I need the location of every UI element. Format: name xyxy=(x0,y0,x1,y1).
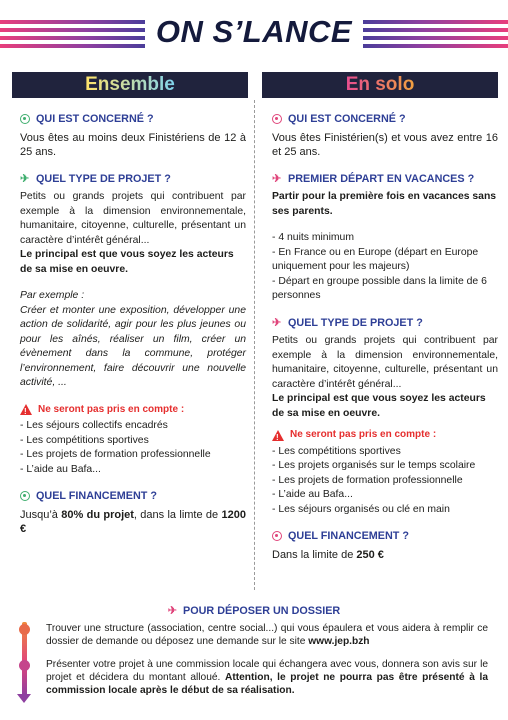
section-title-funding: QUEL FINANCEMENT ? xyxy=(20,489,246,504)
warning-title: ! Ne seront pas pris en compte : xyxy=(20,403,246,418)
warning-icon xyxy=(20,404,32,415)
list-item: - Les compétitions sportives xyxy=(272,445,401,457)
section-title-submit: ✈ POUR DÉPOSER UN DOSSIER xyxy=(167,605,341,617)
list-item: - Les compétitions sportives xyxy=(20,434,149,446)
target-icon xyxy=(20,114,30,124)
list-item: - Les projets de formation professionnelle xyxy=(272,474,463,486)
list-item: - 4 nuits minimum xyxy=(272,232,354,243)
list-item: - L’aide au Bafa... xyxy=(272,489,353,500)
warning-icon xyxy=(272,430,284,441)
type-bold-text: Le principal est que vous soyez les acteurs de sa mise en oeuvre. xyxy=(272,393,486,419)
warning-title: ! Ne seront pas pris en compte : xyxy=(272,428,498,443)
who-text: Vous êtes au moins deux Finistériens de 12 à 25 ans. xyxy=(20,131,246,158)
exclusion-list xyxy=(272,445,498,518)
plane-icon: ✈ xyxy=(272,172,282,185)
column-heading-solo: En solo xyxy=(262,72,498,98)
list-item: - Départ en groupe possible dans la limite de 6 personnes xyxy=(272,275,487,301)
column-ensemble xyxy=(20,112,246,537)
column-divider xyxy=(254,100,255,590)
section-title-type: ✈ QUEL TYPE DE PROJET ? xyxy=(272,316,423,329)
list-item: - Les projets de formation professionnelle xyxy=(20,449,211,460)
plane-icon: ✈ xyxy=(272,316,282,329)
type-text: Petits ou grands projets qui contribuent par exemple à la dimension environnementale, humanitaire, citoyenne, culturelle, présentant un caractère d’intérêt général... xyxy=(20,191,246,246)
section-title-funding: QUEL FINANCEMENT ? xyxy=(272,529,498,544)
column-heading-ensemble: Ensemble xyxy=(12,72,248,98)
conditions-list xyxy=(272,231,498,304)
timeline-dot xyxy=(19,660,30,671)
list-item: - L’aide au Bafa... xyxy=(20,463,101,475)
list-item: - Les séjours organisés ou clé en main xyxy=(272,503,450,515)
who-text: Vous êtes Finistérien(s) et vous avez entre 16 et 25 ans. xyxy=(272,131,498,158)
plane-icon: ✈ xyxy=(20,172,30,185)
type-text: Petits ou grands projets qui contribuent par exemple à la dimension environnementale, humanitaire, citoyenne, culturelle, présentant un caractère d’intérêt général... xyxy=(272,335,498,390)
section-title-who: QUI EST CONCERNÉ ? xyxy=(20,112,246,127)
target-icon xyxy=(20,491,30,501)
timeline-dot xyxy=(19,624,30,635)
list-item: - Les projets organisés sur le temps scolaire xyxy=(272,460,476,471)
exclusion-list xyxy=(20,419,246,477)
funding-text: Jusqu’à 80% du projet, dans la limte de 1200 € xyxy=(20,508,246,535)
website-link[interactable]: www.jep.bzh xyxy=(308,636,370,647)
column-solo xyxy=(272,112,498,562)
example-intro: Par exemple : xyxy=(20,290,85,301)
plane-icon: ✈ xyxy=(167,605,178,617)
list-item: - En France ou en Europe (départ en Europe uniquement pour les majeurs) xyxy=(272,246,479,272)
section-title-who: QUI EST CONCERNÉ ? xyxy=(272,112,498,127)
page-title: ON S’LANCE xyxy=(155,14,353,49)
target-icon xyxy=(272,531,282,541)
first-departure-text: Partir pour la première fois en vacances sans ses parents. xyxy=(272,191,497,217)
step-1-text: Trouver une structure (association, centre social...) qui vous épaulera et vous aidera à remplir ce dossier de demande ou déposez une demande sur le site www.jep.bzh xyxy=(46,623,488,647)
funding-text: Dans la limite de 250 € xyxy=(272,548,384,561)
section-title-first-departure: ✈ PREMIER DÉPART EN VACANCES ? xyxy=(272,172,475,185)
type-bold-text: Le principal est que vous soyez les acteurs de sa mise en oeuvre. xyxy=(20,249,234,275)
step-2-text: Présenter votre projet à une commission locale qui échangera avec vous, donnera son avis sur le projet et décidera du montant alloué. Attention, le projet ne pourra pas être présenté à la commission locale après le début de sa réalisation. xyxy=(46,659,488,696)
example-text: Créer et monter une exposition, développer une action de solidarité, agir pour les plus jeunes ou pour les aînés, réaliser un film, créer un évènement dans la commune, protéger l’environnement, faire découvrir une nouvelle activité, ... xyxy=(20,304,246,388)
target-icon xyxy=(272,114,282,124)
list-item: - Les séjours collectifs encadrés xyxy=(20,420,168,431)
section-title-type: ✈ QUEL TYPE DE PROJET ? xyxy=(20,172,171,185)
timeline-arrow-icon xyxy=(17,694,31,703)
